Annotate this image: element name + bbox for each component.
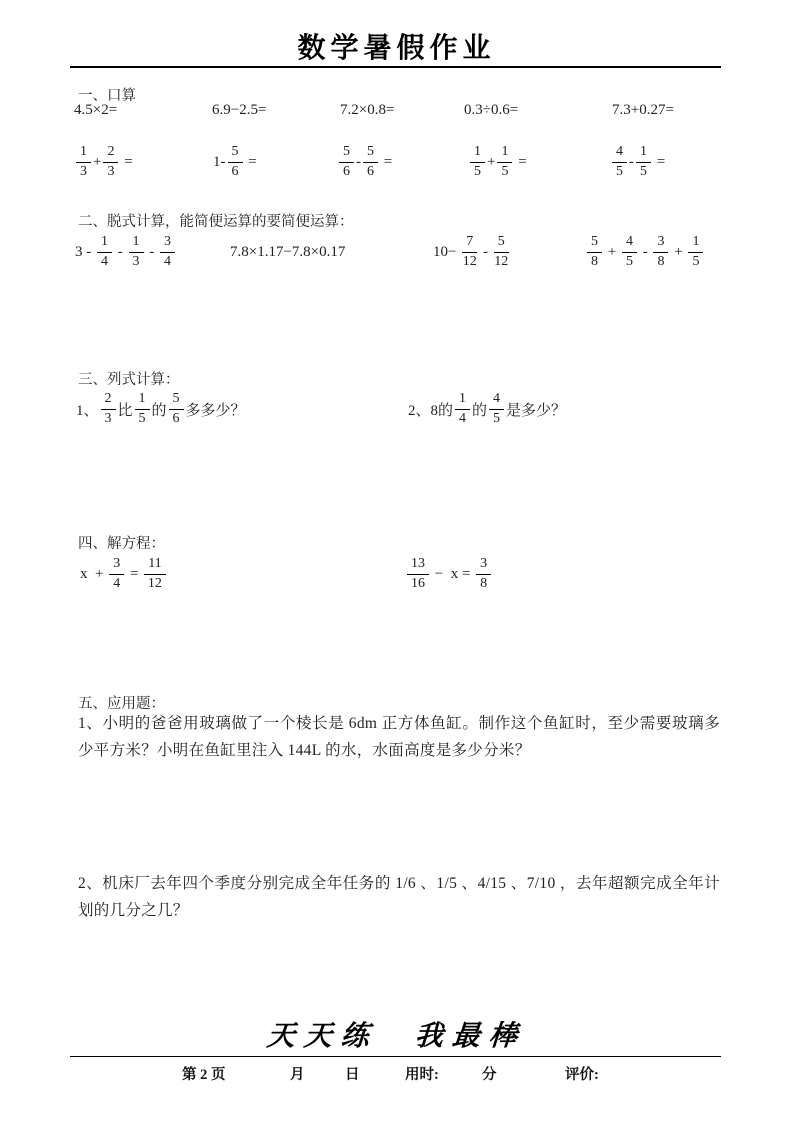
expression-text: =: [380, 153, 393, 170]
equation-to-solve: [405, 550, 493, 598]
oral-calc-item: 0.3÷0.6=: [464, 102, 519, 118]
word-problem-1: 1、小明的爸爸用玻璃做了一个棱长是 6dm 正方体鱼缸。制作这个鱼缸时，至少需要玻璃多少平方米？小明在鱼缸里注入 144L 的水，水面高度是多少分米？: [78, 715, 720, 759]
fraction: $\frac{1}{3}$: [129, 234, 144, 269]
fraction: $\frac{3}{4}$: [160, 234, 175, 269]
fraction: $\frac{1}{4}$: [455, 391, 470, 426]
expression-text: +: [93, 153, 102, 170]
section-3-heading: 三、列式计算：: [78, 372, 180, 388]
fraction: $\frac{11}{12}$: [144, 556, 165, 591]
expression-text: 的: [472, 402, 488, 419]
section-5-heading: 五、应用题：: [78, 696, 165, 712]
fraction: $\frac{1}{5}$: [636, 144, 651, 179]
oral-fraction-item: [74, 140, 133, 184]
footer-day-label: 日: [345, 1067, 360, 1083]
stepwise-expression: [230, 228, 345, 276]
fraction: $\frac{7}{12}$: [462, 234, 477, 269]
oral-calc-item: 6.9−2.5=: [212, 102, 267, 118]
footer-minutes-label: 分: [482, 1067, 497, 1083]
stepwise-expression: [585, 228, 705, 276]
fraction: $\frac{4}{5}$: [489, 391, 504, 426]
fraction: $\frac{3}{8}$: [653, 234, 668, 269]
oral-calc-item: 7.2×0.8=: [340, 102, 395, 118]
footer-time-label: 用时:: [405, 1067, 439, 1083]
expression-text: =: [126, 565, 143, 582]
expression-text: +: [670, 243, 687, 260]
expression-text: +: [604, 243, 620, 260]
oral-fraction-item: [610, 140, 665, 184]
expression-text: =: [514, 153, 527, 170]
expression-text: -: [145, 243, 158, 260]
footer-rule: [70, 1056, 721, 1057]
stepwise-expression: [75, 228, 177, 276]
section-1-heading: 一、口算: [78, 88, 136, 104]
oral-fraction-item: [468, 140, 527, 184]
oral-calc-item: 4.5×2=: [74, 102, 118, 118]
expression-text: − x =: [431, 565, 475, 582]
expression-text: 10−: [433, 243, 461, 260]
expression-text: -: [638, 243, 652, 260]
page-title: 数学暑假作业: [297, 31, 496, 64]
oral-fraction-item: [213, 140, 257, 184]
expression-text: 是多少？: [506, 402, 567, 419]
fraction: $\frac{2}{3}$: [101, 391, 116, 426]
expression-text: x +: [80, 565, 108, 582]
expression-text: 多多少？: [185, 402, 246, 419]
footer-month-label: 月: [290, 1067, 305, 1083]
expression-text: 的: [151, 402, 167, 419]
fraction: $\frac{5}{6}$: [228, 144, 243, 179]
expression-text: -: [356, 153, 361, 170]
fraction: $\frac{3}{8}$: [476, 556, 491, 591]
expression-text: 7.8×1.17−7.8×0.17: [230, 243, 346, 260]
fraction: $\frac{5}{6}$: [339, 144, 354, 179]
fraction: $\frac{2}{3}$: [103, 144, 118, 179]
fraction: $\frac{1}{3}$: [76, 144, 91, 179]
expression-text: -: [629, 153, 634, 170]
expression-text: 1-: [213, 153, 226, 170]
expression-text: =: [120, 153, 133, 170]
fraction: $\frac{5}{6}$: [169, 391, 184, 426]
footer-page-number: 第 2 页: [182, 1067, 226, 1083]
footer-slogan: 天天练 我最棒: [265, 1021, 527, 1052]
expression-text: +: [487, 153, 496, 170]
fraction: $\frac{1}{4}$: [97, 234, 112, 269]
section-4-heading: 四、解方程：: [78, 536, 165, 552]
expression-text: -: [479, 243, 492, 260]
expression-text: 3 -: [75, 243, 95, 260]
expression-text: =: [653, 153, 666, 170]
expression-text: =: [244, 153, 257, 170]
fraction: $\frac{4}{5}$: [622, 234, 637, 269]
fraction: $\frac{3}{4}$: [109, 556, 124, 591]
fraction: $\frac{5}{6}$: [363, 144, 378, 179]
fraction: $\frac{5}{12}$: [494, 234, 509, 269]
expression-text: -: [114, 243, 127, 260]
fraction: $\frac{1}{5}$: [688, 234, 703, 269]
header-rule: [70, 66, 721, 68]
footer-rating-label: 评价:: [565, 1067, 599, 1083]
fraction: $\frac{4}{5}$: [612, 144, 627, 179]
section-2-heading: 二、脱式计算，能简便运算的要简便运算：: [78, 214, 354, 230]
equation-writing-problem: [76, 386, 246, 432]
equation-writing-problem: [408, 386, 566, 432]
fraction: $\frac{1}{5}$: [470, 144, 485, 179]
fraction: $\frac{1}{5}$: [497, 144, 512, 179]
word-problem-2: 2、机床厂去年四个季度分别完成全年任务的 1/6 、1/5 、4/15 、7/10 ，去年超额完成全年计划的几分之几？: [78, 875, 720, 919]
expression-text: 2、8的: [408, 402, 454, 419]
fraction: $\frac{13}{16}$: [407, 556, 429, 591]
fraction: $\frac{1}{5}$: [135, 391, 150, 426]
oral-calc-item: 7.3+0.27=: [612, 102, 674, 118]
fraction: $\frac{5}{8}$: [587, 234, 602, 269]
expression-text: 比: [117, 402, 133, 419]
oral-fraction-item: [337, 140, 392, 184]
stepwise-expression: [433, 228, 511, 276]
expression-text: 1、: [76, 402, 99, 419]
equation-to-solve: [80, 550, 168, 598]
